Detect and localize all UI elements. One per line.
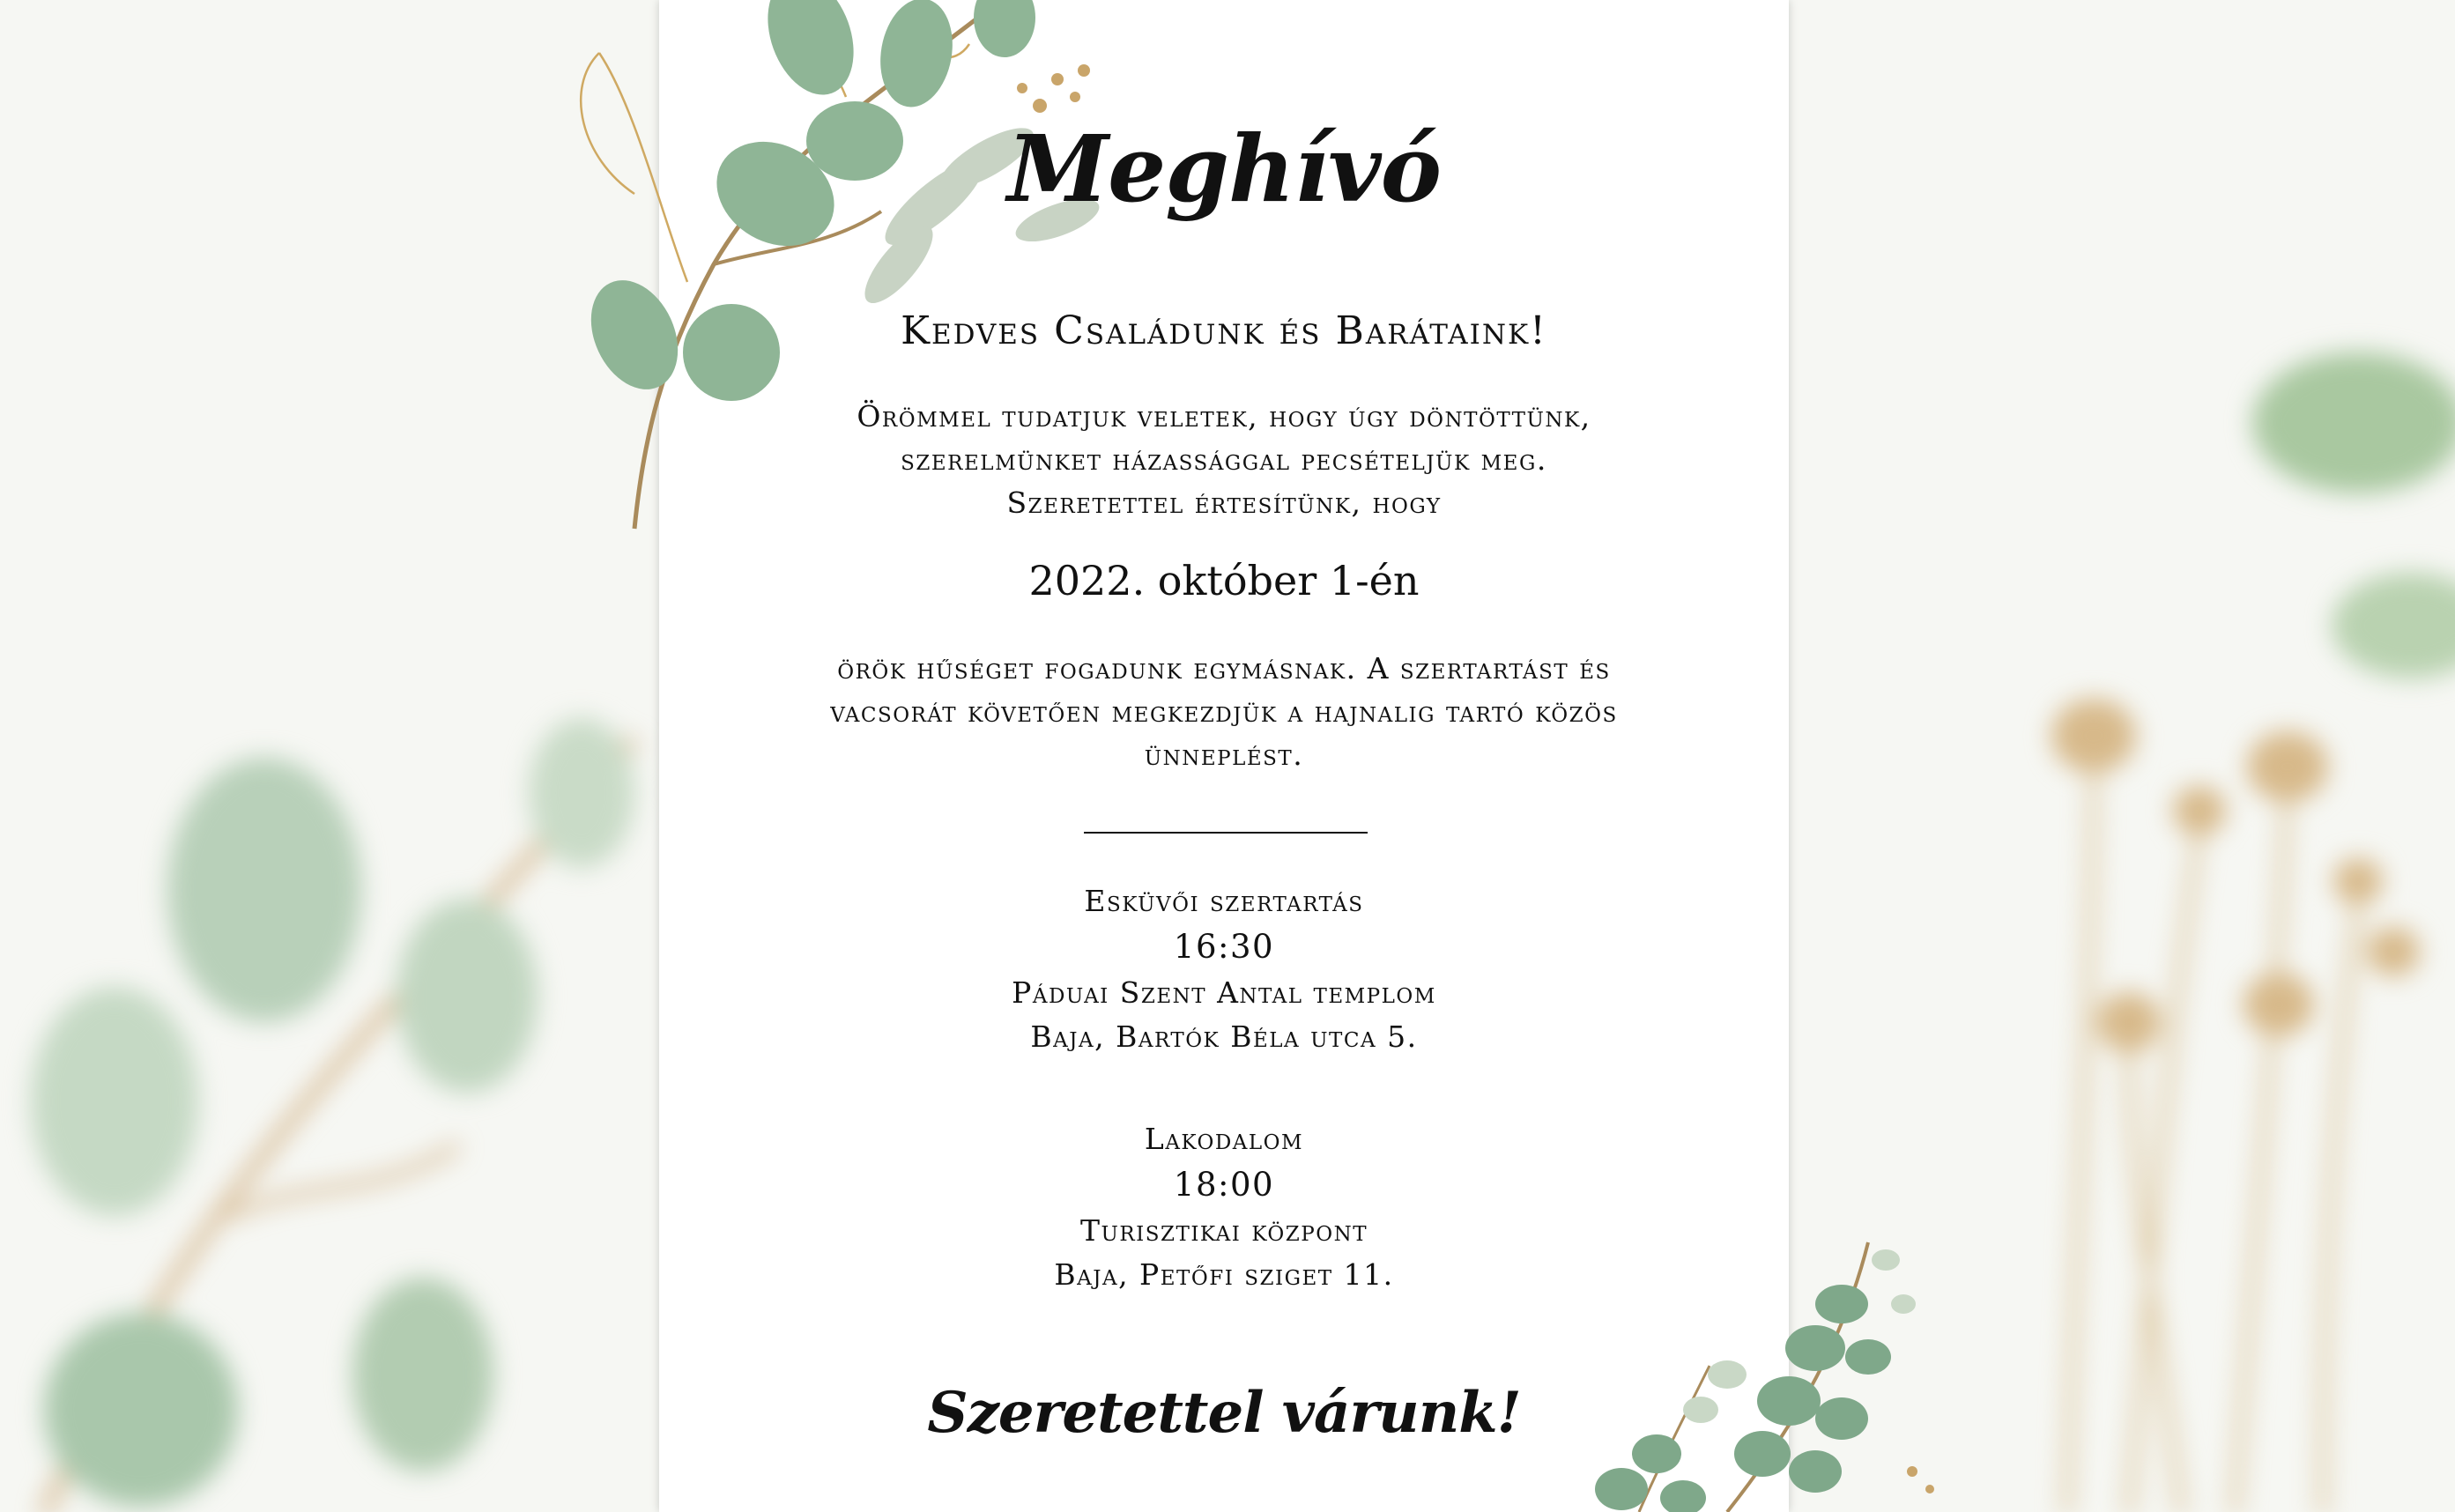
ceremony-details [659,879,1789,1059]
reception-details [659,1117,1789,1297]
invitation-title: Meghívó [1007,115,1441,223]
event-venue: Turisztikai központ [1079,1213,1368,1248]
event-time: 16:30 [1173,928,1275,966]
body-line: vacsorát követően megkezdjük a hajnalig tartó közös [830,694,1618,729]
event-venue: Páduai Szent Antal templom [1012,975,1436,1010]
body-line: ünneplést. [1144,737,1304,772]
greeting-heading: Kedves Családunk és Barátaink! [901,308,1547,353]
event-time: 18:00 [1173,1166,1275,1204]
intro-line: Szeretettel értesítünk, hogy [1006,485,1442,520]
event-address: Baja, Petőfi sziget 11. [1054,1257,1394,1292]
body-paragraph [782,647,1665,776]
event-address: Baja, Bartók Béla utca 5. [1030,1019,1418,1054]
intro-line: szerelmünket házassággal pecsételjük meg. [901,442,1547,477]
closing-text: Szeretettel várunk! [927,1380,1521,1446]
eucalyptus-branch-left-decoration [0,687,652,1512]
body-line: örök hűséget fogadunk egymásnak. A szertartást és [837,651,1611,686]
intro-paragraph [765,395,1683,524]
event-name: Esküvői szertartás [1084,884,1364,918]
section-divider [1084,832,1368,834]
wedding-date: 2022. október 1-én [1028,557,1420,604]
intro-line: Örömmel tudatjuk veletek, hogy úgy döntöttünk, [857,399,1591,434]
event-name: Lakodalom [1144,1122,1304,1156]
